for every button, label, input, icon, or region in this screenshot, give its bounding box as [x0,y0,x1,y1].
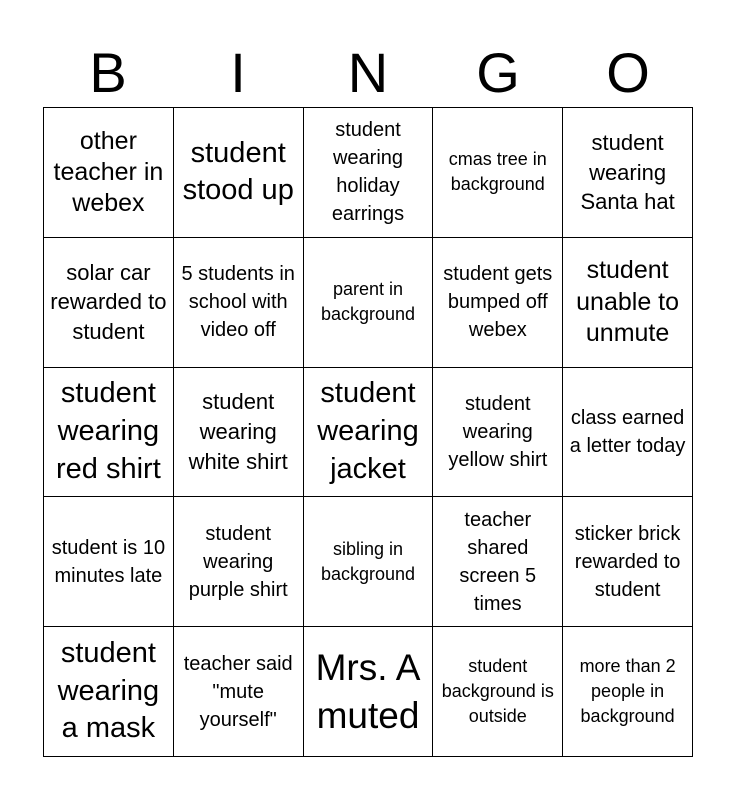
header-letter-b: B [89,41,127,104]
bingo-cell[interactable] [44,497,174,627]
bingo-cell[interactable] [563,238,693,368]
bingo-cell[interactable] [433,627,563,757]
bingo-cell-text: student wearing jacket [317,377,419,485]
bingo-cell-text: student unable to unmute [576,256,680,347]
bingo-cell[interactable] [44,627,174,757]
bingo-cell-text: student stood up [182,136,294,207]
bingo-cell[interactable] [563,627,693,757]
bingo-cell[interactable] [44,368,174,498]
bingo-cell-text: solar car rewarded to student [50,259,167,345]
bingo-cell-text: parent in background [320,279,416,325]
bingo-cell-text: student is 10 minutes late [51,536,166,587]
bingo-cell[interactable] [174,627,304,757]
bingo-header [43,40,693,106]
bingo-cell-text: student background is outside [441,655,554,727]
bingo-cell-text: sticker brick rewarded to student [574,522,681,601]
bingo-cell[interactable] [44,238,174,368]
bingo-cell-text: student wearing purple shirt [188,522,288,601]
bingo-cell[interactable] [433,238,563,368]
bingo-cell[interactable] [304,108,434,238]
bingo-cell-text: teacher said "mute yourself" [183,652,293,731]
bingo-cell-text: sibling in background [320,538,416,584]
bingo-cell-text: Mrs. A muted [315,646,421,736]
bingo-cell-text: teacher shared screen 5 times [459,508,537,615]
bingo-cell[interactable] [304,497,434,627]
bingo-cell-text: other teacher in webex [53,126,164,218]
bingo-cell-text: class earned a letter today [569,406,686,457]
bingo-cell-text: student wearing a mask [57,637,160,745]
bingo-cell[interactable] [174,497,304,627]
bingo-cell[interactable] [174,368,304,498]
bingo-cell[interactable] [304,238,434,368]
bingo-cell-text: student wearing holiday earrings [331,119,405,226]
bingo-cell[interactable] [433,108,563,238]
bingo-cell[interactable] [563,108,693,238]
bingo-cell-text: more than 2 people in background [579,655,676,727]
header-letter-g: G [476,41,520,104]
bingo-cell-text: student wearing white shirt [188,389,288,474]
bingo-cell[interactable] [174,238,304,368]
bingo-cell-text: student gets bumped off webex [443,263,553,342]
header-letter-i: I [230,41,246,104]
bingo-cell[interactable] [433,368,563,498]
header-letter-n: N [347,41,389,104]
bingo-board [43,107,693,757]
bingo-cell-text: cmas tree in background [448,149,547,195]
bingo-cell[interactable] [174,108,304,238]
bingo-cell[interactable] [563,368,693,498]
bingo-cell[interactable] [433,497,563,627]
bingo-cell-text: student wearing Santa hat [580,129,675,215]
bingo-cell[interactable] [304,627,434,757]
bingo-cell-text: student wearing yellow shirt [448,392,548,471]
bingo-cell[interactable] [304,368,434,498]
bingo-cell[interactable] [44,108,174,238]
bingo-cell[interactable] [563,497,693,627]
bingo-cell-text: student wearing red shirt [56,377,161,485]
bingo-cell-text: 5 students in school with video off [181,263,295,342]
header-letter-o: O [606,41,650,104]
